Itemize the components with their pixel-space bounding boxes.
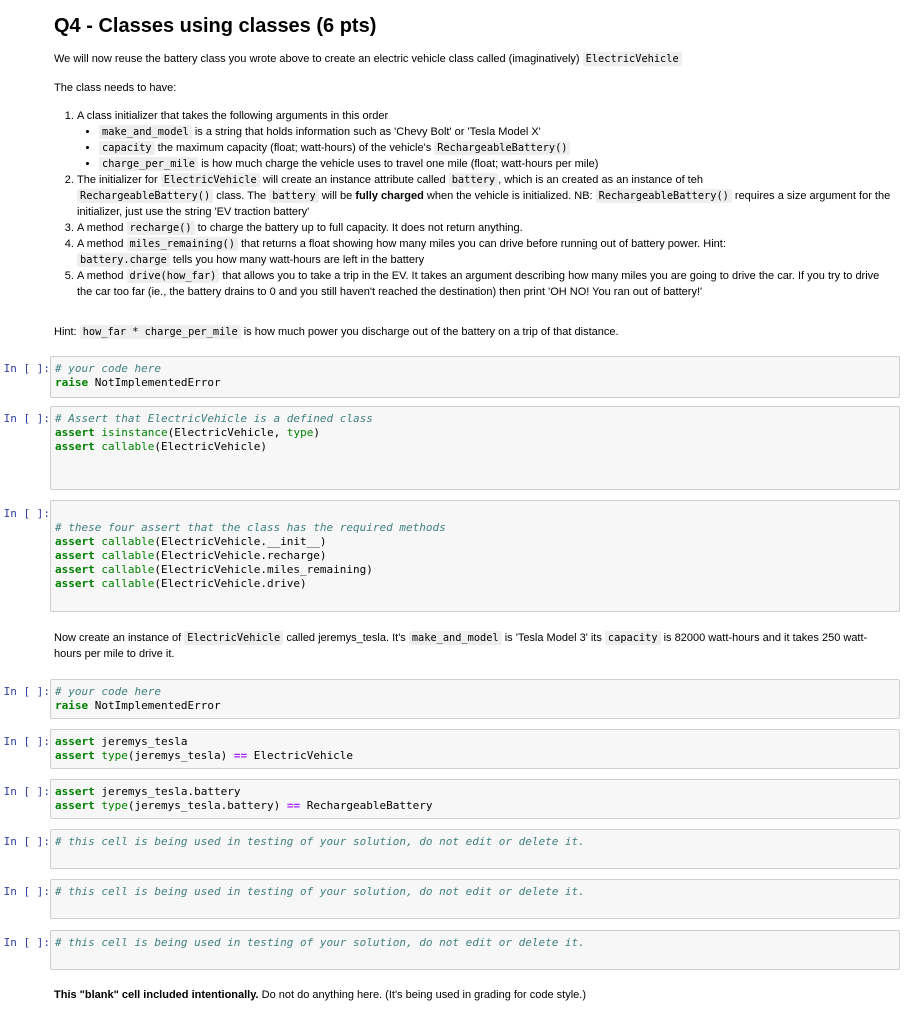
code-text: jeremys_tesla.battery: [94, 785, 241, 798]
hint-paragraph: [54, 324, 894, 340]
code-comment: # this cell is being used in testing of your solution, do not edit or delete it.: [55, 936, 585, 949]
code-keyword: assert: [55, 577, 95, 590]
code-keyword: assert: [55, 749, 95, 762]
code-text: ElectricVehicle: [247, 749, 354, 762]
req-text: A method: [77, 270, 124, 282]
code-keyword: assert: [55, 563, 95, 576]
code-keyword: assert: [55, 549, 95, 562]
code-text: NotImplementedError: [88, 699, 221, 712]
needs-text: The class needs to have:: [54, 82, 177, 94]
code-cell-5[interactable]: [50, 729, 900, 769]
code-builtin: isinstance: [94, 426, 168, 439]
req-code: drive(how_far): [127, 269, 220, 283]
code-keyword: assert: [55, 440, 95, 453]
arg-code: RechargeableBattery(): [434, 141, 570, 155]
instance-text: is 82000 watt-hours and it takes 250 watt-hours per mile to drive it.: [54, 632, 868, 660]
code-keyword: assert: [55, 535, 95, 548]
code-comment: # these four assert that the class has the required methods: [55, 521, 446, 534]
req-code: recharge(): [127, 221, 195, 235]
code-text: ): [313, 426, 320, 439]
requirements-list: [54, 108, 894, 300]
req-text: , which is an created as an instance of teh: [498, 174, 703, 186]
arg-code: capacity: [99, 141, 155, 155]
prompt-label: In [ ]:: [3, 507, 50, 520]
code-cell-4[interactable]: [50, 679, 900, 719]
code-text: (jeremys_tesla): [127, 749, 234, 762]
needs-paragraph: [54, 80, 894, 96]
question-title: Q4 - Classes using classes (6 pts): [54, 15, 377, 37]
code-text: (ElectricVehicle): [154, 440, 267, 453]
blank-cell-note: [54, 987, 894, 1003]
code-comment: # this cell is being used in testing of your solution, do not edit or delete it.: [55, 885, 585, 898]
cell-prompt: [0, 412, 50, 426]
code-builtin: callable: [94, 577, 155, 590]
req-text: A method: [77, 238, 124, 250]
code-keyword: assert: [55, 426, 95, 439]
code-cell-6[interactable]: [50, 779, 900, 819]
instance-text: is 'Tesla Model 3' its: [504, 632, 602, 644]
prompt-label: In [ ]:: [3, 936, 50, 949]
code-cell-2[interactable]: [50, 406, 900, 490]
cell-prompt: [0, 362, 50, 376]
code-builtin: callable: [94, 440, 155, 453]
code-text: jeremys_tesla: [94, 735, 188, 748]
hint-text: is how much power you discharge out of the battery on a trip of that distance.: [243, 326, 619, 338]
prompt-label: In [ ]:: [3, 885, 50, 898]
req-code: miles_remaining(): [127, 237, 238, 251]
code-cell-3[interactable]: [50, 500, 900, 612]
hint-code: how_far * charge_per_mile: [80, 325, 241, 339]
code-keyword: assert: [55, 799, 95, 812]
code-operator: ==: [286, 799, 301, 812]
arg-capacity: [99, 140, 894, 156]
requirement-1: [77, 108, 894, 172]
arg-make-and-model: [99, 124, 894, 140]
code-builtin: callable: [94, 549, 155, 562]
code-cell-8[interactable]: [50, 879, 900, 919]
code-builtin: type: [286, 426, 314, 439]
instance-code: ElectricVehicle: [184, 631, 283, 645]
requirement-2: [77, 172, 894, 220]
intro-text: We will now reuse the battery class you wrote above to create an electric vehicle class called (imaginatively): [54, 53, 580, 65]
code-text: (ElectricVehicle.miles_remaining): [154, 563, 373, 576]
cell-prompt: [0, 835, 50, 849]
req-text: will create an instance attribute called: [262, 174, 446, 186]
prompt-label: In [ ]:: [3, 362, 50, 375]
code-keyword: assert: [55, 735, 95, 748]
prompt-label: In [ ]:: [3, 785, 50, 798]
req-code: RechargeableBattery(): [77, 189, 213, 203]
code-builtin: callable: [94, 535, 155, 548]
code-text: (jeremys_tesla.battery): [127, 799, 287, 812]
req-text: requires a size argument for the initializer, just use the string 'EV traction battery': [77, 190, 891, 218]
code-comment: # your code here: [55, 362, 161, 375]
prompt-label: In [ ]:: [3, 835, 50, 848]
instance-code: capacity: [605, 631, 661, 645]
cell-prompt: [0, 936, 50, 950]
intro-code: ElectricVehicle: [583, 52, 682, 66]
code-keyword: assert: [55, 785, 95, 798]
req-code: battery: [269, 189, 318, 203]
code-cell-7[interactable]: [50, 829, 900, 869]
cell-prompt: [0, 735, 50, 749]
code-text: NotImplementedError: [88, 376, 221, 389]
code-comment: # Assert that ElectricVehicle is a defined class: [55, 412, 373, 425]
prompt-label: In [ ]:: [3, 685, 50, 698]
req-text: class. The: [216, 190, 267, 202]
code-text: (ElectricVehicle.recharge): [154, 549, 327, 562]
req-text: that returns a float showing how many miles you can drive before running out of battery power. Hint:: [241, 238, 726, 250]
req-code: battery.charge: [77, 253, 170, 267]
req-code: battery: [449, 173, 498, 187]
code-cell-1[interactable]: [50, 356, 900, 398]
req-text: A method: [77, 222, 124, 234]
instance-text: Now create an instance of: [54, 632, 182, 644]
instance-paragraph: [54, 630, 894, 662]
requirement-1-text: A class initializer that takes the following arguments in this order: [77, 110, 389, 122]
requirement-3: [77, 220, 894, 236]
code-text: (ElectricVehicle.drive): [154, 577, 307, 590]
code-comment: # your code here: [55, 685, 161, 698]
code-text: (ElectricVehicle.__init__): [154, 535, 327, 548]
req-code: RechargeableBattery(): [596, 189, 732, 203]
code-cell-9[interactable]: [50, 930, 900, 970]
code-builtin: type: [94, 749, 128, 762]
cell-prompt: [0, 507, 50, 521]
code-builtin: type: [94, 799, 128, 812]
prompt-label: In [ ]:: [3, 735, 50, 748]
arg-text: is how much charge the vehicle uses to travel one mile (float; watt-hours per mile): [201, 158, 599, 170]
req-text: when the vehicle is initialized. NB:: [426, 190, 593, 202]
arg-code: charge_per_mile: [99, 157, 198, 171]
req-code: ElectricVehicle: [161, 173, 260, 187]
code-comment: # this cell is being used in testing of your solution, do not edit or delete it.: [55, 835, 585, 848]
req-text: to charge the battery up to full capacity. It does not return anything.: [197, 222, 523, 234]
code-text: RechargeableBattery: [300, 799, 433, 812]
arg-text: is a string that holds information such as 'Chevy Bolt' or 'Tesla Model X': [194, 126, 541, 138]
instance-text: called jeremys_tesla. It's: [286, 632, 406, 644]
req-text: will be: [321, 190, 353, 202]
req-text: that allows you to take a trip in the EV. It takes an argument describing how many miles you are going to drive the car. If you try to drive the car too far (ie., the battery drains to 0 and you still haven't reached the destination) then print 'OH NO! You ran out of battery!': [77, 270, 880, 298]
cell-prompt: [0, 685, 50, 699]
prompt-label: In [ ]:: [3, 412, 50, 425]
arg-charge-per-mile: [99, 156, 894, 172]
arg-code: make_and_model: [99, 125, 192, 139]
code-operator: ==: [233, 749, 248, 762]
cell-prompt: [0, 785, 50, 799]
code-text: (ElectricVehicle,: [167, 426, 287, 439]
req-text: tells you how many watt-hours are left in the battery: [172, 254, 425, 266]
requirement-5: [77, 268, 894, 300]
blank-note-bold: This "blank" cell included intentionally.: [54, 989, 259, 1001]
code-keyword: raise: [55, 699, 89, 712]
cell-prompt: [0, 885, 50, 899]
code-builtin: callable: [94, 563, 155, 576]
requirement-4: [77, 236, 894, 268]
blank-note-text: Do not do anything here. (It's being used in grading for code style.): [261, 989, 587, 1001]
instance-code: make_and_model: [409, 631, 502, 645]
code-keyword: raise: [55, 376, 89, 389]
req-text: The initializer for: [77, 174, 158, 186]
req-bold: fully charged: [355, 190, 424, 202]
intro-paragraph: [54, 51, 894, 67]
arg-text: the maximum capacity (float; watt-hours) of the vehicle's: [157, 142, 432, 154]
hint-label: Hint:: [54, 326, 77, 338]
